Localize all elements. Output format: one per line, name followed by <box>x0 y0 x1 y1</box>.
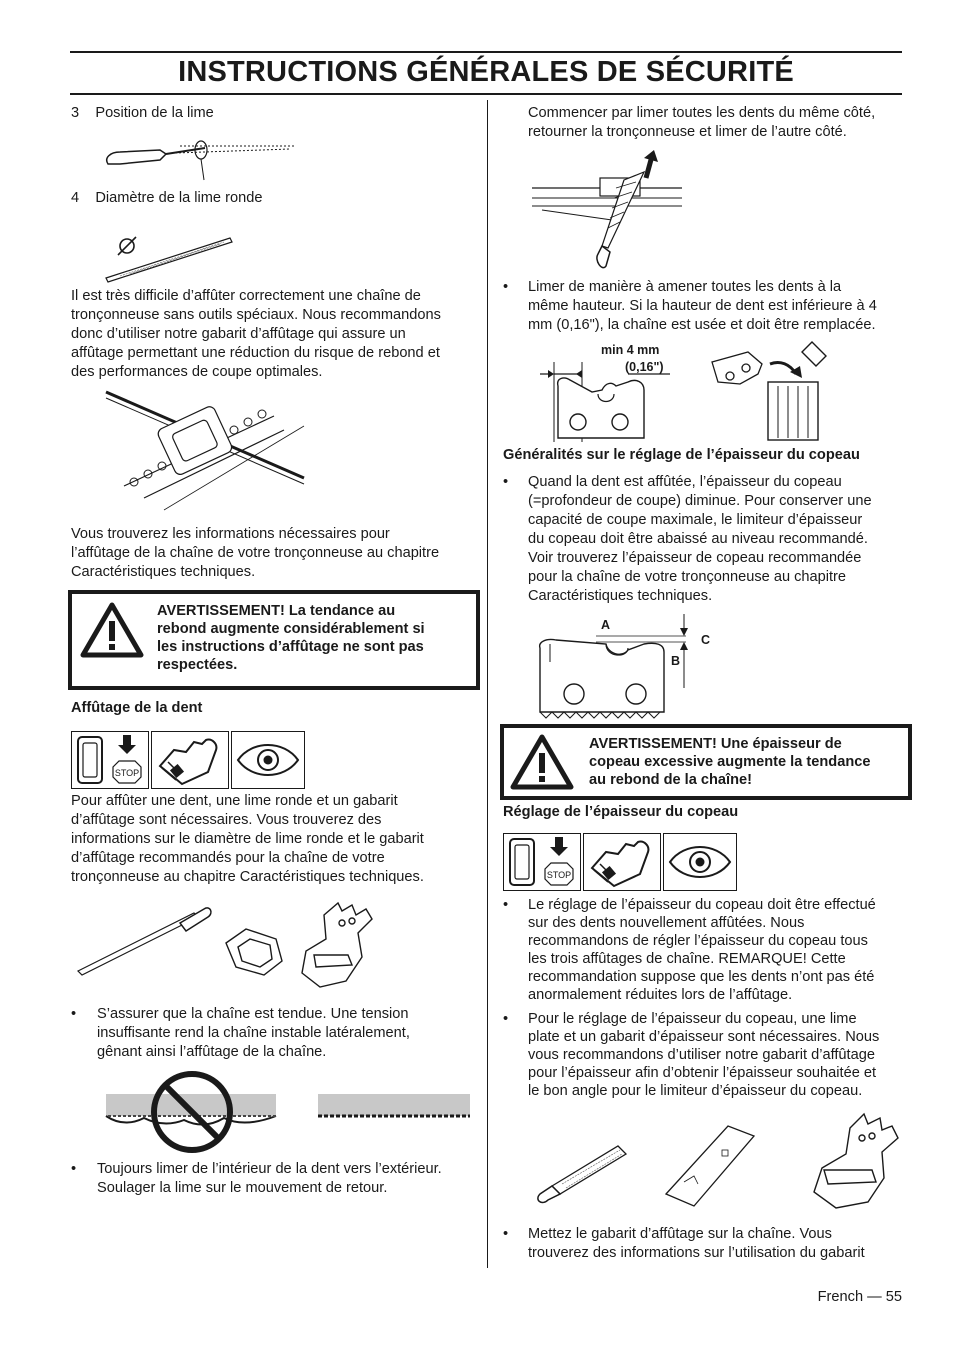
warning-line: respectées. <box>157 657 238 673</box>
text-line: Commencer par limer toutes les dents du même côté, <box>528 105 876 121</box>
warning-line: copeau excessive augmente la tendance <box>589 754 871 770</box>
header-top-rule <box>70 51 902 53</box>
page-number-footer: French — 55 <box>817 1289 902 1305</box>
text-line: gênant ainsi l’affûtage de la chaîne. <box>97 1044 327 1060</box>
glove-icon <box>151 731 229 789</box>
stop-engine-icon <box>71 731 149 789</box>
text-line: S’assurer que la chaîne est tendue. Une tension <box>97 1006 409 1022</box>
text-line: d’affûtage recommandés pour la chaîne de votre <box>71 850 385 866</box>
text-line: tronçonneuse au chapitre Caractéristiques techniques. <box>71 869 424 885</box>
text-line: affûtage permettant une réduction du risque de rebond et <box>71 345 440 361</box>
text-line: du copeau doit être abaissé au niveau recommandé. <box>528 531 868 547</box>
min-height-label: min 4 mm <box>601 343 660 357</box>
bullet-dot: • <box>503 474 509 490</box>
text-line: capacité de coupe maximale, le limiteur d’épaisseur <box>528 512 863 528</box>
text-line: Le réglage de l’épaisseur du copeau doit être effectué <box>528 897 876 913</box>
text-line: des performances de coupe optimales. <box>71 364 323 380</box>
text-line: anormalement réduites lors de l’affûtage. <box>528 987 793 1003</box>
svg-text:STOP: STOP <box>546 870 572 880</box>
warning-line: au rebond de la chaîne! <box>589 772 752 788</box>
warning-triangle-icon <box>80 602 144 658</box>
label-b: B <box>671 654 681 668</box>
page-title: INSTRUCTIONS GÉNÉRALES DE SÉCURITÉ <box>178 56 794 88</box>
filing-direction-illustration <box>532 148 692 276</box>
text-line: recommandons de régler l’épaisseur du copeau tous <box>528 933 868 949</box>
eye-protection-icon <box>231 731 305 789</box>
bullet-dot: • <box>71 1161 77 1177</box>
text-line: Caractéristiques techniques. <box>71 564 256 580</box>
text-line: (=profondeur de coupe) diminue. Pour conserver une <box>528 493 872 509</box>
text-line: recommandation suppose que les dents n’ont pas été <box>528 969 875 985</box>
text-line: informations sur le diamètre de lime ronde et le gabarit <box>71 831 424 847</box>
text-line: d’affûtage sont nécessaires. Vous trouverez des <box>71 812 382 828</box>
item-3-label: 3 Position de la lime <box>71 105 214 121</box>
text-line: Toujours limer de l’intérieur de la dent vers l’extérieur. <box>97 1161 442 1177</box>
stop-engine-icon <box>503 833 581 891</box>
text-line: Caractéristiques techniques. <box>528 588 713 604</box>
chain-tension-illustration <box>104 1068 474 1158</box>
text-line: l’affûtage de la chaîne de votre tronçonneuse au chapitre <box>71 545 440 561</box>
item-4-label: 4 Diamètre de la lime ronde <box>71 190 263 206</box>
bullet-dot: • <box>503 897 509 913</box>
bullet-dot: • <box>503 1226 509 1242</box>
heading-affutage-dent: Affûtage de la dent <box>71 700 203 716</box>
depth-gauge-measurement-illustration <box>536 614 706 720</box>
text-line: Quand la dent est affûtée, l’épaisseur du copeau <box>528 474 842 490</box>
text-line: Voir trouverez l’épaisseur de copeau recommandée <box>528 550 862 566</box>
warning-line: AVERTISSEMENT! Une épaisseur de <box>589 736 842 752</box>
text-line: Pour le réglage de l’épaisseur du copeau, une lime <box>528 1011 857 1027</box>
header-bottom-rule <box>70 93 902 95</box>
text-line: Vous trouverez les informations nécessaires pour <box>71 526 390 542</box>
text-line: Mettez le gabarit d’affûtage sur la chaîne. Vous <box>528 1226 832 1242</box>
warning-line: les instructions d’affûtage ne sont pas <box>157 639 424 655</box>
heading-generalites: Généralités sur le réglage de l’épaisseur du copeau <box>503 447 860 463</box>
filing-gauge-on-chain-illustration <box>104 386 314 520</box>
text-line: les trois affûtages de chaîne. REMARQUE! Cette <box>528 951 846 967</box>
text-line: retourner la tronçonneuse et limer de l’autre côté. <box>528 124 847 140</box>
eye-protection-icon <box>663 833 737 891</box>
bullet-dot: • <box>71 1006 77 1022</box>
text-line: donc d’utiliser notre gabarit d’affûtage qui assure un <box>71 326 406 342</box>
svg-text:STOP: STOP <box>114 768 140 778</box>
warning-line: AVERTISSEMENT! La tendance au <box>157 603 396 619</box>
text-line: pour l’épaisseur afin d’obtenir l’épaisseur souhaitée et <box>528 1065 877 1081</box>
text-line: Pour affûter une dent, une lime ronde et un gabarit <box>71 793 398 809</box>
glove-icon <box>583 833 661 891</box>
round-file-and-gauge-tools-illustration <box>76 895 396 1000</box>
bullet-dot: • <box>503 279 509 295</box>
bullet-dot: • <box>503 1011 509 1027</box>
label-c: C <box>701 633 711 647</box>
warning-box-chip-depth <box>500 724 912 800</box>
text-line: sur des dents nouvellement affûtées. Nous <box>528 915 805 931</box>
text-line: Limer de manière à amener toutes les dents à la <box>528 279 842 295</box>
text-line: Il est très difficile d’affûter correctement une chaîne de <box>71 288 421 304</box>
flat-file-and-depth-gauge-tools-illustration <box>532 1108 902 1218</box>
text-line: Soulager la lime sur le mouvement de retour. <box>97 1180 388 1196</box>
warning-box-kickback <box>68 590 480 690</box>
warning-line: rebond augmente considérablement si <box>157 621 425 637</box>
minimum-tooth-height-illustration <box>540 342 840 442</box>
text-line: vous recommandons d’utiliser notre gabarit d’affûtage <box>528 1047 875 1063</box>
text-line: plate et un gabarit d’épaisseur sont nécessaires. Nous <box>528 1029 880 1045</box>
text-line: tronçonneuse sans outils spéciaux. Nous recommandons <box>71 307 441 323</box>
warning-triangle-icon <box>510 734 574 790</box>
column-separator <box>487 100 488 1268</box>
text-line: le bon angle pour le limiteur d’épaisseur du copeau. <box>528 1083 863 1099</box>
min-height-label-inch: (0,16") <box>625 360 664 374</box>
text-line: mm (0,16"), la chaîne est usée et doit être remplacée. <box>528 317 876 333</box>
text-line: trouverez des informations sur l’utilisation du gabarit <box>528 1245 865 1261</box>
round-file-diameter-illustration <box>100 232 240 284</box>
heading-reglage: Réglage de l’épaisseur du copeau <box>503 804 739 820</box>
text-line: même hauteur. Si la hauteur de dent est inférieure à 4 <box>528 298 877 314</box>
label-a: A <box>601 618 611 632</box>
text-line: insuffisante rend la chaîne instable latéralement, <box>97 1025 410 1041</box>
file-position-illustration <box>100 128 300 184</box>
text-line: pour la chaîne de votre tronçonneuse au chapitre <box>528 569 847 585</box>
